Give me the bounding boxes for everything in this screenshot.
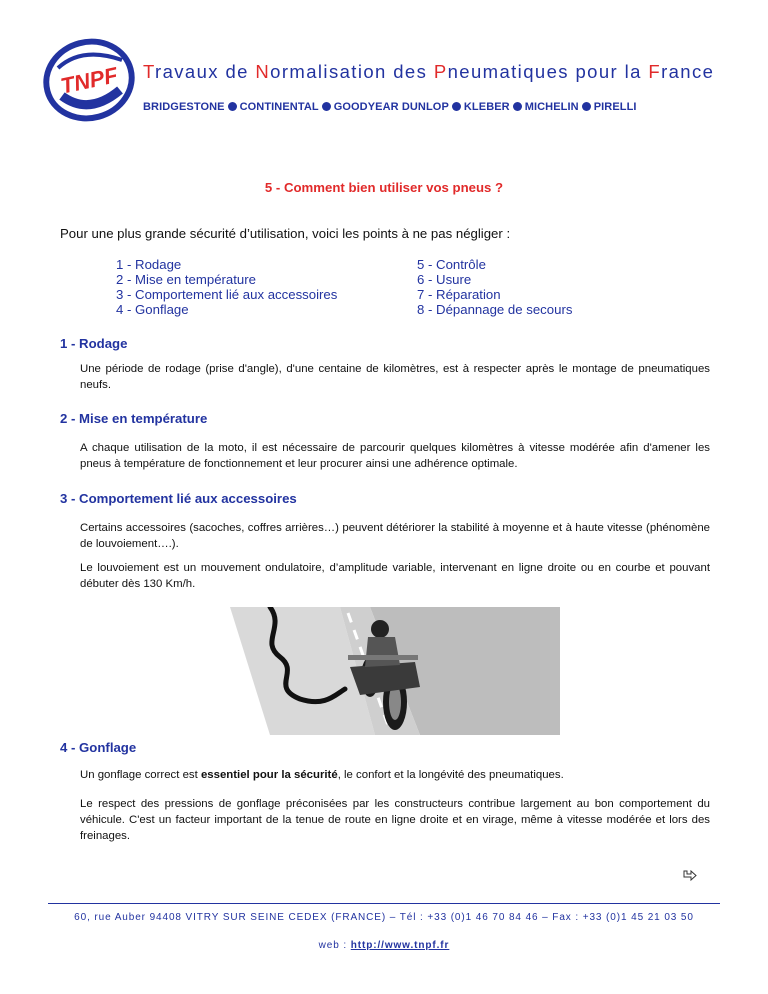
title-part-1: ravaux de (155, 61, 256, 82)
brand-bridgestone: BRIDGESTONE (143, 101, 225, 113)
gonflage-text-end: , le confort et la longévité des pneumatiques. (337, 769, 564, 781)
toc-item-8: 8 - Dépannage de secours (417, 302, 573, 317)
motorcycle-wobble-illustration (230, 607, 560, 735)
footer-web (0, 940, 768, 951)
title-initial-t: T (143, 61, 156, 82)
title-part-2: ormalisation des (270, 61, 434, 82)
section-title-rodage: 1 - Rodage (60, 336, 128, 351)
bullet-icon (452, 102, 461, 111)
footer-address: 60, rue Auber 94408 VITRY SUR SEINE CEDEX (FRANCE) – Tél : +33 (0)1 46 70 84 46 – Fax : +33 (0)1 45 21 03 50 (74, 912, 694, 923)
footer-web-label: web : (318, 940, 351, 951)
brand-pirelli: PIRELLI (593, 101, 637, 113)
bullet-icon (228, 102, 237, 111)
section-text-rodage: Une période de rodage (prise d'angle), d'une centaine de kilomètres, est à respecter après le montage de pneumatiques neufs. (80, 363, 710, 391)
toc-item-4: 4 - Gonflage (116, 302, 189, 317)
bullet-icon (513, 102, 522, 111)
logo-text: TNPF (58, 62, 120, 99)
brand-list (143, 101, 637, 113)
brand-kleber: KLEBER (463, 101, 510, 113)
gonflage-text-start: Un gonflage correct est (80, 769, 201, 781)
gonflage-text-bold: essentiel pour la sécurité (200, 769, 338, 781)
toc-item-5: 5 - Contrôle (417, 257, 486, 272)
title-part-4: rance (661, 61, 715, 82)
section-title-gonflage: 4 - Gonflage (60, 740, 137, 755)
section-title-temperature: 2 - Mise en température (60, 411, 208, 426)
section-title-accessoires: 3 - Comportement lié aux accessoires (60, 491, 297, 506)
section-text-temperature: A chaque utilisation de la moto, il est nécessaire de parcourir quelques kilomètres à vitesse modérée afin d'amener les pneus à température de fonctionnement et leur procurer ainsi une adhérence optimale. (80, 442, 710, 470)
toc-item-6: 6 - Usure (417, 272, 472, 287)
section-text-gonflage-1 (80, 767, 710, 783)
section-text-gonflage-2: Le respect des pressions de gonflage préconisées par les constructeurs contribue largement au bon comportement du véhicule. C'est un facteur important de la tenue de route en ligne droite et en virage, même à vitesse modérée et lors des freinages. (80, 798, 710, 842)
toc-item-7: 7 - Réparation (417, 287, 501, 302)
website-link[interactable]: http://www.tnpf.fr (350, 940, 450, 951)
brand-michelin: MICHELIN (524, 101, 579, 113)
toc-item-3: 3 - Comportement lié aux accessoires (116, 287, 338, 302)
intro-text: Pour une plus grande sécurité d’utilisation, voici les points à ne pas négliger : (60, 226, 511, 241)
section-text-accessoires-2: Le louvoiement est un mouvement ondulatoire, d’amplitude variable, intervenant en ligne droite ou en courbe et pouvant débuter dès 130 Km/h. (80, 562, 710, 590)
title-initial-n: N (255, 61, 271, 82)
brand-goodyear-dunlop: GOODYEAR DUNLOP (333, 101, 449, 113)
toc-item-1: 1 - Rodage (116, 257, 182, 272)
next-page-arrow-icon (683, 870, 697, 882)
bullet-icon (322, 102, 331, 111)
tnpf-logo (42, 38, 136, 122)
organization-title (143, 61, 714, 83)
toc-left (116, 257, 337, 317)
title-initial-p: P (433, 61, 448, 82)
toc-item-2: 2 - Mise en température (116, 272, 256, 287)
bullet-icon (582, 102, 591, 111)
toc-right (417, 257, 572, 317)
section-text-accessoires-1: Certains accessoires (sacoches, coffres arrières…) peuvent détériorer la stabilité à moyenne et à haute vitesse (phénomène de louvoiement….). (80, 522, 710, 550)
brand-continental: CONTINENTAL (239, 101, 319, 113)
title-part-3: neumatiques pour la (447, 61, 649, 82)
title-initial-f: F (648, 61, 662, 82)
page-title: 5 - Comment bien utiliser vos pneus ? (264, 180, 504, 195)
footer-divider (48, 903, 720, 904)
